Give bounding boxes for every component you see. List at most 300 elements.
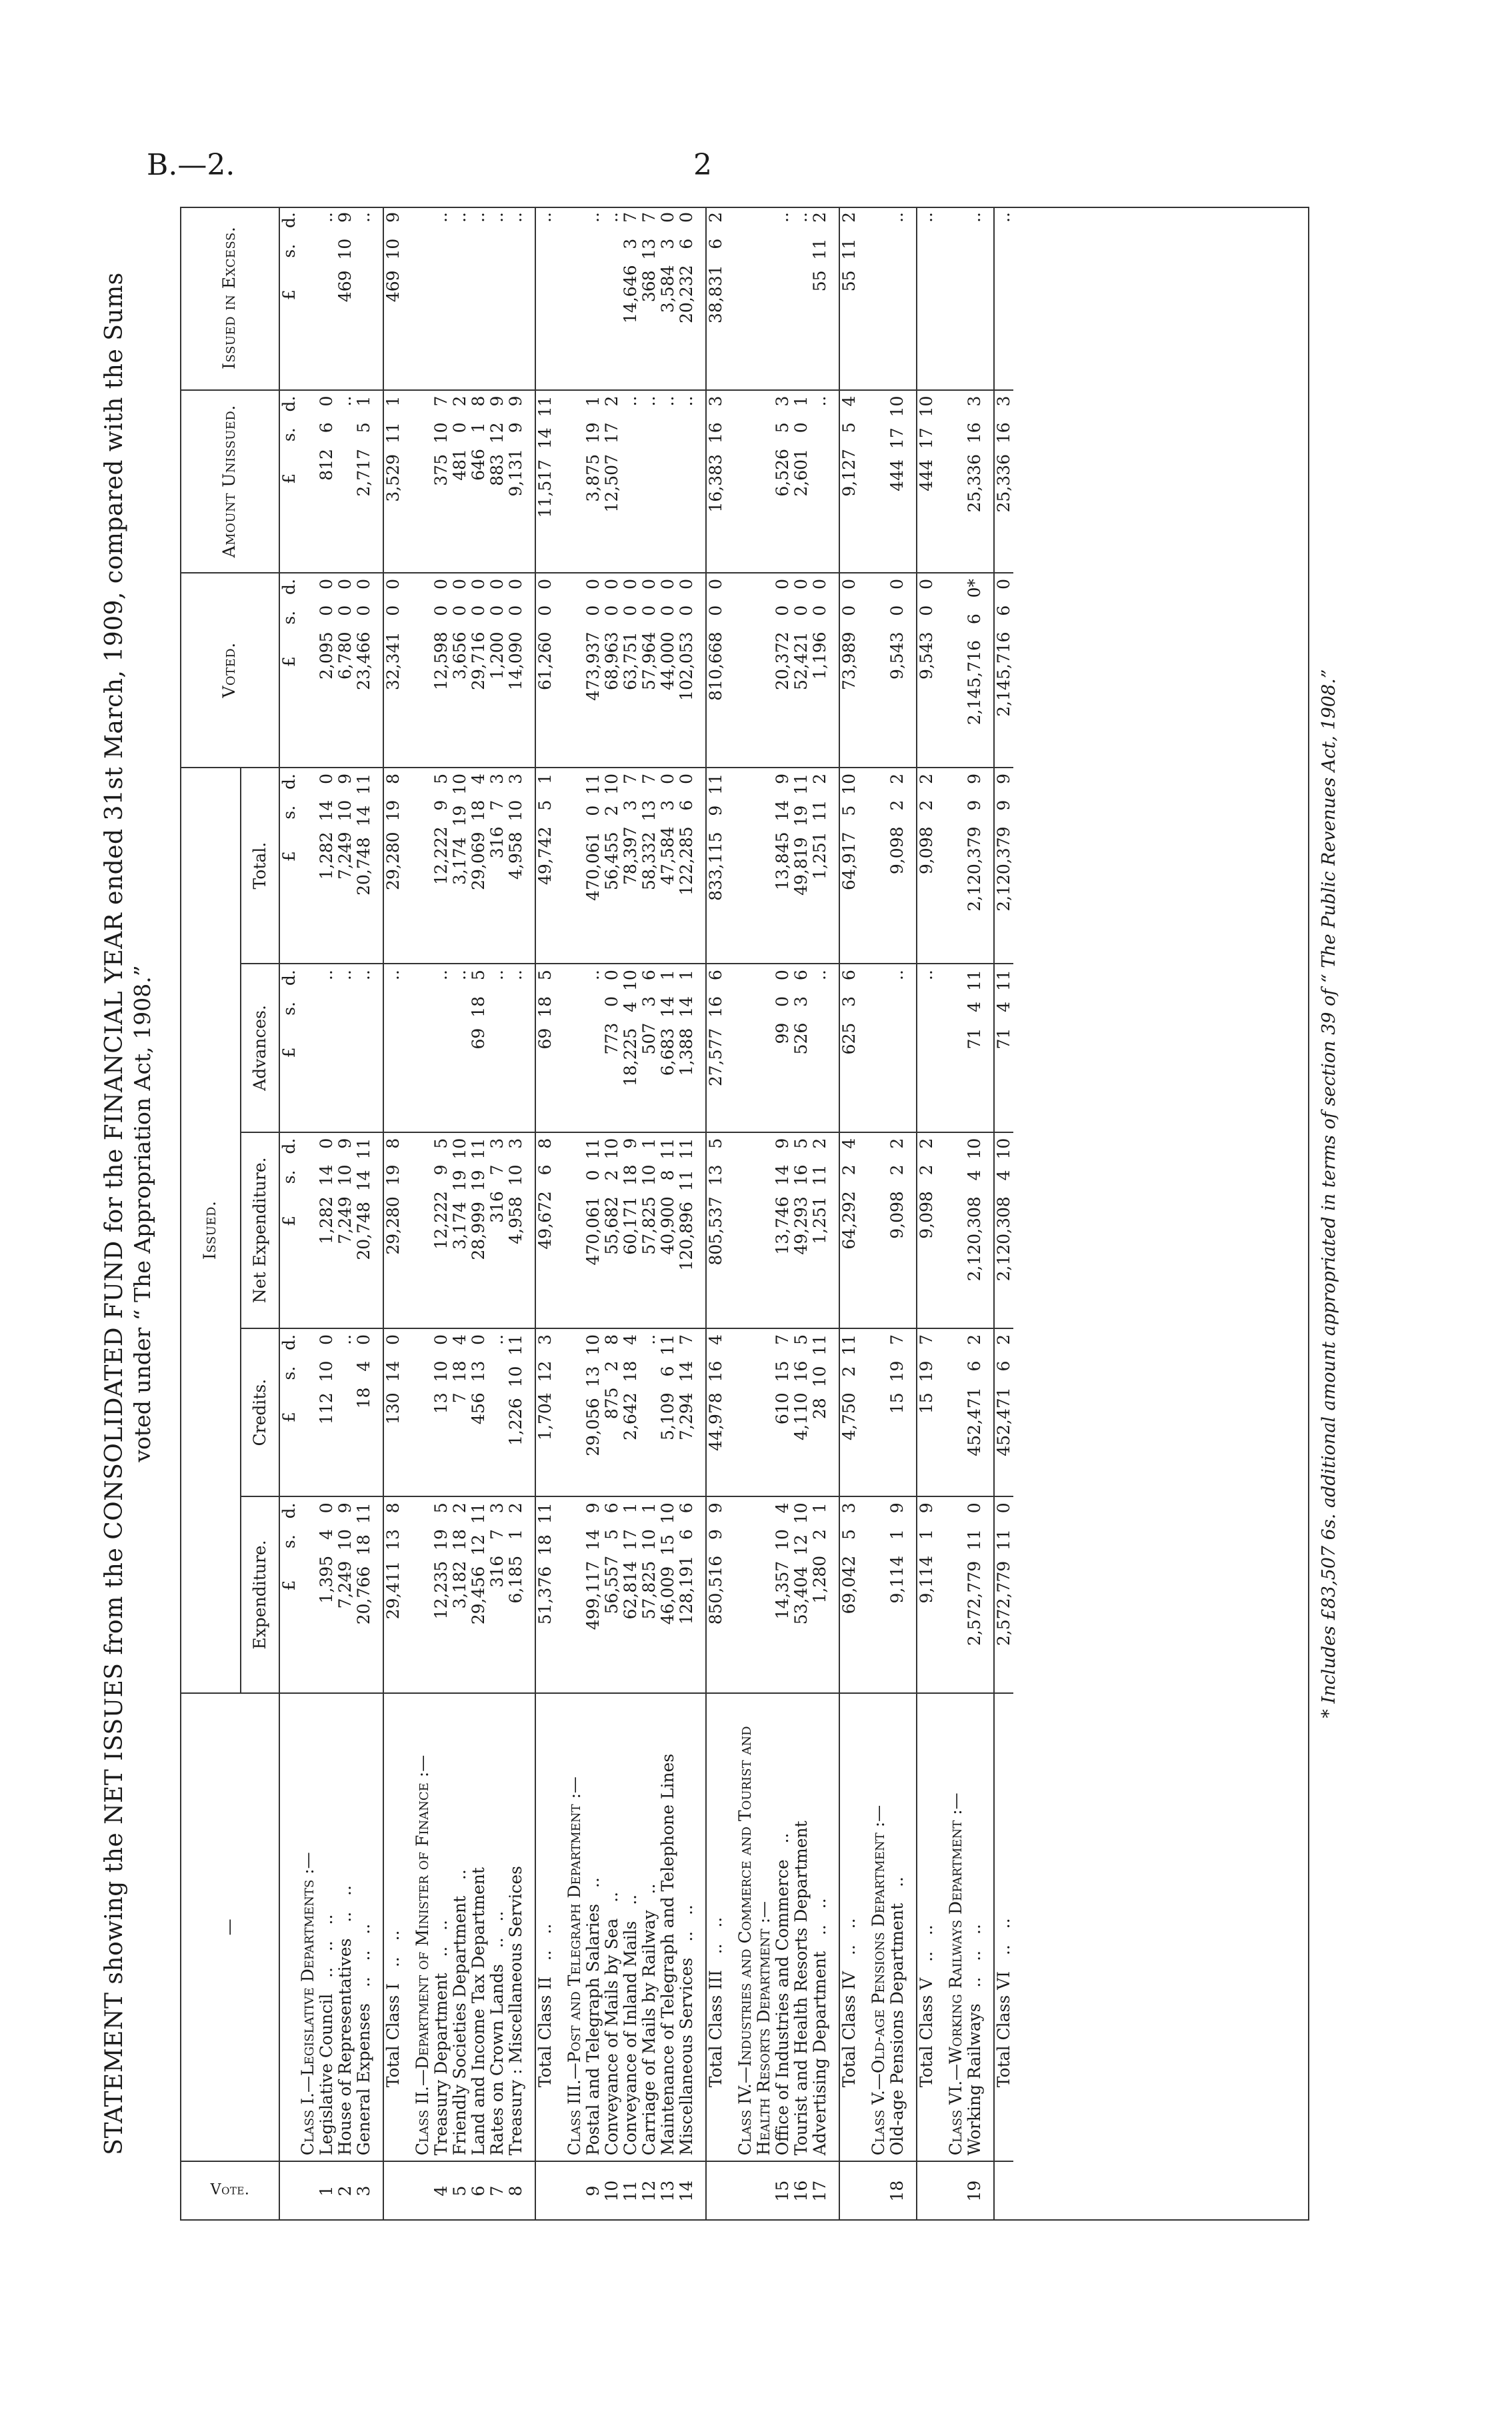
advances-cell: ..	[584, 964, 603, 1132]
amount-unissued-cell: ..	[677, 390, 706, 573]
expenditure-cell	[947, 1496, 965, 1692]
spacer-row	[725, 207, 736, 2220]
issued-in-excess-cell: ..	[888, 207, 917, 390]
department-name: Land and Income Tax Department	[469, 1693, 488, 2162]
voted-cell: 73,989 0 0	[839, 573, 859, 768]
amount-unissued-cell: 444 17 10	[917, 390, 936, 573]
net-expenditure-cell: 2,120,308 4 10	[965, 1132, 994, 1328]
expenditure-cell: 2,572,779 11 0	[994, 1496, 1013, 1692]
class-heading-row	[736, 207, 773, 2220]
credits-cell	[947, 1328, 965, 1496]
department-name: Friendly Societies Department ..	[451, 1693, 469, 2162]
issued-in-excess-cell: ..	[469, 207, 488, 390]
page-number: 2	[693, 148, 712, 182]
advances-cell: ..	[811, 964, 839, 1132]
advances-cell: 773 0 0	[603, 964, 621, 1132]
vote-row	[603, 207, 621, 2220]
vote-row	[488, 207, 507, 2220]
total-cell: 29,069 18 4	[469, 768, 488, 964]
class-heading-row	[947, 207, 965, 2220]
amount-unissued-cell: 25,336 16 3	[965, 390, 994, 573]
amount-unissued-cell: 12,507 17 2	[603, 390, 621, 573]
vote-number: 13	[658, 2180, 677, 2202]
spacer-row	[859, 207, 869, 2220]
currency-label: £ s. d.	[279, 390, 299, 573]
issued-in-excess-cell: 3,584 3 0	[659, 207, 677, 390]
class-total-row	[839, 207, 859, 2220]
department-name: Treasury Department .. ..	[432, 1693, 451, 2162]
expenditure-cell: 9,114 1 9	[888, 1496, 917, 1692]
credits-cell: 452,471 6 2	[994, 1328, 1013, 1496]
advances-cell: ..	[336, 964, 355, 1132]
amount-unissued-cell: 3,875 19 1	[584, 390, 603, 573]
voted-cell: 14,090 0 0	[507, 573, 535, 768]
advances-cell: 625 3 6	[839, 964, 859, 1132]
class-total-row	[917, 207, 936, 2220]
department-name: Rates on Crown Lands .. ..	[488, 1693, 507, 2162]
advances-cell	[947, 964, 965, 1132]
total-cell	[736, 768, 773, 964]
amount-unissued-cell: 444 17 10	[888, 390, 917, 573]
amount-unissued-cell: ..	[659, 390, 677, 573]
vote-row	[640, 207, 659, 2220]
issued-in-excess-cell	[736, 207, 773, 390]
credits-cell: 4,110 16 5	[792, 1328, 811, 1496]
net-expenditure-cell: 13,746 14 9	[773, 1132, 792, 1328]
issued-in-excess-cell: ..	[355, 207, 383, 390]
vote-number	[535, 2161, 555, 2220]
issued-in-excess-cell: 20,232 6 0	[677, 207, 706, 390]
voted-cell: 810,668 0 0	[706, 573, 725, 768]
voted-cell: 29,716 0 0	[469, 573, 488, 768]
vote-row	[469, 207, 488, 2220]
net-issues-table	[180, 207, 1013, 2221]
currency-label: £ s. d.	[279, 1132, 299, 1328]
issued-in-excess-cell: ..	[773, 207, 792, 390]
department-name: Conveyance of Mails by Sea ..	[603, 1693, 621, 2162]
amount-unissued-cell	[299, 390, 317, 573]
total-cell: 2,120,379 9 9	[965, 768, 994, 964]
currency-label: £ s. d.	[279, 964, 299, 1132]
issued-in-excess-cell: 55 11 2	[839, 207, 859, 390]
credits-cell: 456 13 0	[469, 1328, 488, 1496]
expenditure-cell: 69,042 5 3	[839, 1496, 859, 1692]
advances-cell: ..	[432, 964, 451, 1132]
advances-cell	[736, 964, 773, 1132]
net-expenditure-cell: 64,292 2 4	[839, 1132, 859, 1328]
advances-cell: ..	[451, 964, 469, 1132]
issued-in-excess-cell: ..	[432, 207, 451, 390]
credits-cell: 7 18 4	[451, 1328, 469, 1496]
vote-row	[773, 207, 792, 2220]
credits-header: Credits.	[241, 1328, 279, 1496]
credits-cell: 44,978 16 4	[706, 1328, 725, 1496]
total-cell: 9,098 2 2	[917, 768, 936, 964]
department-name: Conveyance of Inland Mails ..	[621, 1693, 640, 2162]
expenditure-cell: 7,249 10 9	[336, 1496, 355, 1692]
net-expenditure-cell: 49,293 16 5	[792, 1132, 811, 1328]
net-expenditure-cell: 40,900 8 11	[659, 1132, 677, 1328]
total-cell: 9,098 2 2	[888, 768, 917, 964]
expenditure-cell: 53,404 12 10	[792, 1496, 811, 1692]
total-cell: 12,222 9 5	[432, 768, 451, 964]
vote-number	[917, 2161, 936, 2220]
total-cell	[869, 768, 888, 964]
voted-cell	[869, 573, 888, 768]
total-cell: 1,282 14 0	[317, 768, 336, 964]
expenditure-cell: 9,114 1 9	[917, 1496, 936, 1692]
issued-in-excess-cell: ..	[535, 207, 555, 390]
spacer-row	[936, 207, 947, 2220]
expenditure-cell: 128,191 6 6	[677, 1496, 706, 1692]
total-cell: 13,845 14 9	[773, 768, 792, 964]
expenditure-cell: 1,395 4 0	[317, 1496, 336, 1692]
advances-cell: ..	[507, 964, 535, 1132]
vote-row	[811, 207, 839, 2220]
vote-number	[565, 2161, 584, 2220]
advances-cell: ..	[383, 964, 403, 1132]
voted-cell: 52,421 0 0	[792, 573, 811, 768]
amount-unissued-cell: 2,601 0 1	[792, 390, 811, 573]
expenditure-cell	[869, 1496, 888, 1692]
issued-in-excess-cell	[869, 207, 888, 390]
class-total-label: Total Class V .. ..	[917, 1693, 936, 2162]
amount-unissued-cell	[413, 390, 432, 573]
vote-row	[659, 207, 677, 2220]
voted-cell: 12,598 0 0	[432, 573, 451, 768]
total-cell: 49,742 5 1	[535, 768, 555, 964]
advances-cell: ..	[917, 964, 936, 1132]
vote-row	[507, 207, 535, 2220]
advances-cell	[299, 964, 317, 1132]
amount-unissued-cell: ..	[811, 390, 839, 573]
amount-unissued-cell	[736, 390, 773, 573]
expenditure-cell: 46,009 15 10	[659, 1496, 677, 1692]
voted-cell: 61,260 0 0	[535, 573, 555, 768]
vote-number: 7	[487, 2185, 507, 2197]
expenditure-cell: 316 7 3	[488, 1496, 507, 1692]
credits-cell: 112 10 0	[317, 1328, 336, 1496]
table-body	[279, 207, 1013, 2220]
vote-number: 1	[317, 2185, 336, 2197]
class-total-label: Total Class IV .. ..	[839, 1693, 859, 2162]
vote-number	[736, 2161, 773, 2220]
advances-cell	[869, 964, 888, 1132]
net-expenditure-cell: 60,171 18 9	[621, 1132, 640, 1328]
total-cell: 833,115 9 11	[706, 768, 725, 964]
class-heading: Class III.—Post and Telegraph Department :—	[565, 1693, 584, 2162]
issued-in-excess-cell: 55 11 2	[811, 207, 839, 390]
vote-row	[792, 207, 811, 2220]
expenditure-cell: 29,456 12 11	[469, 1496, 488, 1692]
voted-cell: 9,543 0 0	[888, 573, 917, 768]
advances-cell: 69 18 5	[469, 964, 488, 1132]
total-cell: 29,280 19 8	[383, 768, 403, 964]
credits-cell	[869, 1328, 888, 1496]
credits-cell: 452,471 6 2	[965, 1328, 994, 1496]
expenditure-cell: 850,516 9 9	[706, 1496, 725, 1692]
amount-unissued-cell: ..	[640, 390, 659, 573]
total-cell: 122,285 6 0	[677, 768, 706, 964]
issued-in-excess-cell	[299, 207, 317, 390]
credits-cell: 15 19 7	[917, 1328, 936, 1496]
department-name: Tourist and Health Resorts Department	[792, 1693, 811, 2162]
vote-number	[839, 2161, 859, 2220]
voted-cell: 1,200 0 0	[488, 573, 507, 768]
net-expenditure-cell	[565, 1132, 584, 1328]
class-heading: Class I.—Legislative Departments :—	[299, 1693, 317, 2162]
voted-cell: 473,937 0 0	[584, 573, 603, 768]
title-line-1: STATEMENT showing the NET ISSUES from the CONSOLIDATED FUND for the FINANCIAL YEAR ended 31st March, 1909, compared with the Sums	[101, 272, 128, 2155]
credits-cell: 29,056 13 10	[584, 1328, 603, 1496]
vote-number	[994, 2161, 1013, 2220]
total-cell: 49,819 19 11	[792, 768, 811, 964]
voted-cell: 102,053 0 0	[677, 573, 706, 768]
vote-number: 12	[639, 2180, 659, 2202]
voted-cell: 68,963 0 0	[603, 573, 621, 768]
vote-row	[584, 207, 603, 2220]
issued-in-excess-cell: 368 13 7	[640, 207, 659, 390]
net-expenditure-cell: 4,958 10 3	[507, 1132, 535, 1328]
total-cell: 56,455 2 10	[603, 768, 621, 964]
vote-row	[432, 207, 451, 2220]
amount-unissued-cell: 9,131 9 9	[507, 390, 535, 573]
net-expenditure-cell	[736, 1132, 773, 1328]
amount-unissued-cell: 812 6 0	[317, 390, 336, 573]
voted-header: Voted.	[180, 573, 279, 768]
credits-cell: 18 4 0	[355, 1328, 383, 1496]
issued-in-excess-cell: 469 10 9	[383, 207, 403, 390]
vote-row	[336, 207, 355, 2220]
voted-cell: 3,656 0 0	[451, 573, 469, 768]
vote-number: 18	[887, 2180, 907, 2202]
total-cell	[413, 768, 432, 964]
credits-cell: ..	[336, 1328, 355, 1496]
expenditure-header: Expenditure.	[241, 1496, 279, 1692]
credits-cell: 4,750 2 11	[839, 1328, 859, 1496]
department-name: Carriage of Mails by Railway ..	[640, 1693, 659, 2162]
expenditure-cell: 2,572,779 11 0	[965, 1496, 994, 1692]
department-name: Advertising Department .. ..	[811, 1693, 839, 2162]
net-expenditure-cell	[869, 1132, 888, 1328]
voted-cell: 57,964 0 0	[640, 573, 659, 768]
issued-header: Issued.	[180, 768, 241, 1693]
amount-unissued-cell: 883 12 9	[488, 390, 507, 573]
credits-cell: 875 2 8	[603, 1328, 621, 1496]
class-total-row	[383, 207, 403, 2220]
currency-label: £ s. d.	[279, 207, 299, 390]
class-heading: Class V.—Old-age Pensions Department :—	[869, 1693, 888, 2162]
issued-in-excess-cell: ..	[792, 207, 811, 390]
voted-cell	[299, 573, 317, 768]
net-expenditure-cell: 12,222 9 5	[432, 1132, 451, 1328]
class-total-label: Total Class II .. ..	[535, 1693, 555, 2162]
voted-cell: 32,341 0 0	[383, 573, 403, 768]
expenditure-cell	[736, 1496, 773, 1692]
department-name: Postal and Telegraph Salaries ..	[584, 1693, 603, 2162]
advances-cell: 6,683 14 1	[659, 964, 677, 1132]
net-expenditure-cell: 316 7 3	[488, 1132, 507, 1328]
total-cell: 58,332 13 7	[640, 768, 659, 964]
vote-number: 14	[677, 2180, 696, 2202]
vote-number: 9	[583, 2185, 603, 2197]
total-cell: 1,251 11 2	[811, 768, 839, 964]
credits-cell: 7,294 14 7	[677, 1328, 706, 1496]
credits-cell: 15 19 7	[888, 1328, 917, 1496]
total-cell: 7,249 10 9	[336, 768, 355, 964]
vote-number: 5	[450, 2185, 469, 2197]
currency-label: £ s. d.	[279, 1328, 299, 1496]
voted-cell: 2,145,716 6 0	[994, 573, 1013, 768]
voted-cell	[413, 573, 432, 768]
advances-cell: 507 3 6	[640, 964, 659, 1132]
vote-number: 3	[354, 2185, 373, 2197]
vote-number: 6	[469, 2185, 488, 2197]
class-heading: Class IV.—Industries and Commerce and Tourist and Health Resorts Department :—	[736, 1693, 773, 2162]
class-total-row	[535, 207, 555, 2220]
vote-number: 2	[335, 2185, 355, 2197]
net-expenditure-header: Net Expenditure.	[241, 1132, 279, 1328]
vote-row	[965, 207, 994, 2220]
net-expenditure-cell: 3,174 19 10	[451, 1132, 469, 1328]
vote-number: 15	[773, 2180, 792, 2202]
expenditure-cell: 3,182 18 2	[451, 1496, 469, 1692]
amount-unissued-cell: 3,529 11 1	[383, 390, 403, 573]
expenditure-cell: 20,766 18 11	[355, 1496, 383, 1692]
amount-unissued-cell: 25,336 16 3	[994, 390, 1013, 573]
advances-cell: 99 0 0	[773, 964, 792, 1132]
total-cell	[947, 768, 965, 964]
vote-row	[317, 207, 336, 2220]
amount-unissued-cell: 646 1 8	[469, 390, 488, 573]
issued-in-excess-cell: ..	[965, 207, 994, 390]
net-expenditure-cell: 7,249 10 9	[336, 1132, 355, 1328]
expenditure-cell: 14,357 10 4	[773, 1496, 792, 1692]
vote-number: 11	[621, 2180, 640, 2202]
department-name: Treasury : Miscellaneous Services	[507, 1693, 535, 2162]
vote-number: 10	[602, 2180, 621, 2202]
amount-unissued-cell: ..	[336, 390, 355, 573]
statement-page	[100, 207, 1353, 2221]
credits-cell: 130 14 0	[383, 1328, 403, 1496]
credits-cell: 13 10 0	[432, 1328, 451, 1496]
issued-in-excess-cell: ..	[488, 207, 507, 390]
voted-cell: 44,000 0 0	[659, 573, 677, 768]
vote-number: 17	[810, 2180, 829, 2202]
net-expenditure-cell: 20,748 14 11	[355, 1132, 383, 1328]
expenditure-cell: 51,376 18 11	[535, 1496, 555, 1692]
vote-number	[869, 2161, 888, 2220]
amount-unissued-cell	[947, 390, 965, 573]
vote-number: 8	[506, 2185, 525, 2197]
credits-cell: 2,642 18 4	[621, 1328, 640, 1496]
expenditure-cell: 57,825 10 1	[640, 1496, 659, 1692]
department-name: General Expenses .. .. ..	[355, 1693, 383, 2162]
amount-unissued-header: Amount Unissued.	[180, 390, 279, 573]
advances-cell: ..	[488, 964, 507, 1132]
net-expenditure-cell: 120,896 11 11	[677, 1132, 706, 1328]
expenditure-cell	[413, 1496, 432, 1692]
advances-cell: ..	[317, 964, 336, 1132]
currency-label: £ s. d.	[279, 1496, 299, 1692]
issued-in-excess-cell: ..	[507, 207, 535, 390]
total-header: Total.	[241, 768, 279, 964]
statement-title	[100, 207, 156, 2221]
class-heading-row	[565, 207, 584, 2220]
credits-cell: ..	[640, 1328, 659, 1496]
issued-in-excess-cell: ..	[584, 207, 603, 390]
currency-label: £ s. d.	[279, 768, 299, 964]
department-name: Office of Industries and Commerce ..	[773, 1693, 792, 2162]
issued-in-excess-cell	[565, 207, 584, 390]
net-expenditure-cell: 1,251 11 2	[811, 1132, 839, 1328]
credits-cell	[413, 1328, 432, 1496]
vote-row	[888, 207, 917, 2220]
vote-number: 19	[965, 2180, 984, 2202]
credits-cell: 610 15 7	[773, 1328, 792, 1496]
total-cell: 2,120,379 9 9	[994, 768, 1013, 964]
voted-cell: 1,196 0 0	[811, 573, 839, 768]
voted-cell: 20,372 0 0	[773, 573, 792, 768]
voted-cell: 23,466 0 0	[355, 573, 383, 768]
advances-cell: ..	[355, 964, 383, 1132]
issued-in-excess-cell: 469 10 9	[336, 207, 355, 390]
net-expenditure-cell: 2,120,308 4 10	[994, 1132, 1013, 1328]
vote-row	[451, 207, 469, 2220]
spacer-row	[555, 207, 565, 2220]
vote-number	[947, 2161, 965, 2220]
expenditure-cell: 29,411 13 8	[383, 1496, 403, 1692]
vote-row	[621, 207, 640, 2220]
net-expenditure-cell: 9,098 2 2	[888, 1132, 917, 1328]
credits-cell	[736, 1328, 773, 1496]
expenditure-cell: 12,235 19 5	[432, 1496, 451, 1692]
vote-number: 4	[431, 2185, 451, 2197]
advances-cell: 18,225 4 10	[621, 964, 640, 1132]
currency-label: £ s. d.	[279, 573, 299, 768]
title-line-2: voted under “ The Appropriation Act, 1908.”	[129, 965, 155, 1462]
advances-cell: 71 4 11	[994, 964, 1013, 1132]
total-cell: 47,584 3 0	[659, 768, 677, 964]
amount-unissued-cell: 2,717 5 1	[355, 390, 383, 573]
credits-cell: 1,704 12 3	[535, 1328, 555, 1496]
voted-cell: 2,095 0 0	[317, 573, 336, 768]
advances-cell	[565, 964, 584, 1132]
voted-cell	[947, 573, 965, 768]
advances-header: Advances.	[241, 964, 279, 1132]
voted-cell: 6,780 0 0	[336, 573, 355, 768]
footnote: * Includes £83,507 6s. additional amount appropriated in terms of section 39 of “ The Public Revenues Act, 1908.”	[1319, 669, 1339, 1718]
amount-unissued-cell: 11,517 14 11	[535, 390, 555, 573]
issued-in-excess-cell: ..	[603, 207, 621, 390]
amount-unissued-cell: 6,526 5 3	[773, 390, 792, 573]
expenditure-cell	[299, 1496, 317, 1692]
department-name: Miscellaneous Services .. ..	[677, 1693, 706, 2162]
class-total-label: Total Class III .. ..	[706, 1693, 725, 2162]
spacer-row	[403, 207, 413, 2220]
net-expenditure-cell	[299, 1132, 317, 1328]
issued-in-excess-header: Issued in Excess.	[180, 207, 279, 390]
net-expenditure-cell: 29,280 19 8	[383, 1132, 403, 1328]
credits-cell: ..	[488, 1328, 507, 1496]
class-heading: Class VI.—Working Railways Department :—	[947, 1693, 965, 2162]
amount-unissued-cell: ..	[621, 390, 640, 573]
issued-in-excess-cell: ..	[917, 207, 936, 390]
total-cell: 316 7 3	[488, 768, 507, 964]
amount-unissued-cell: 16,383 16 3	[706, 390, 725, 573]
department-name: House of Representatives .. ..	[336, 1693, 355, 2162]
class-total-row	[994, 207, 1013, 2220]
